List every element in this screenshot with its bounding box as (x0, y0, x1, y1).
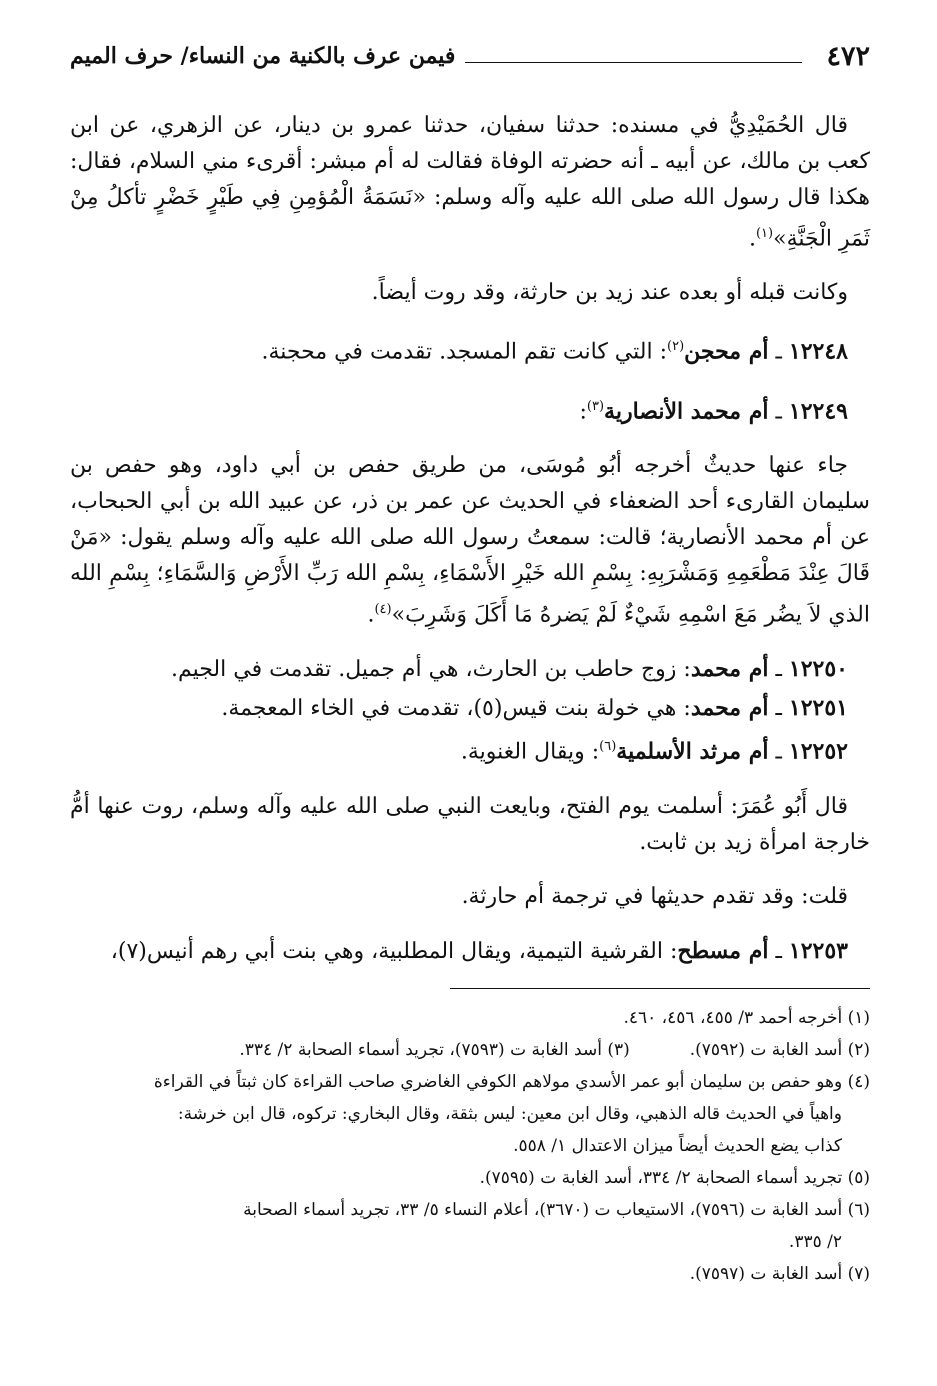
footnote-ref[interactable]: (٣) (586, 398, 605, 414)
entry-name: أم مسطح (677, 937, 769, 964)
footnote: (٤) وهو حفص بن سليمان أبو عمر الأسدي مولاهم الكوفي الغاضري صاحب القراءة كان ثبتاً في القراءة (153, 1071, 870, 1092)
footnote-continuation: واهياً في الحديث قاله الذهبي، وقال ابن معين: ليس بثقة، وقال البخاري: تركوه، قال ابن خرشة: (177, 1103, 842, 1124)
footnote: (٢) أسد الغابة ت (٧٥٩٢). (689, 1039, 870, 1060)
entry: ١٢٢٥٣ ـ أم مسطح: القرشية التيمية، ويقال المطلبية، وهي بنت أبي رهم أنيس(٧)، (110, 937, 848, 964)
paragraph: جاء عنها حديثٌ أخرجه أبُو مُوسَى، من طريق حفص بن أبي داود، وهو حفص بن سليمان القارىء أحد الضعفاء في الحديث عن عمر بن ذر، عن عبيد الله بن أبي الحبحاب، عن أم محمد الأنصارية؛ قالت: سمعتُ رسول الله صلى الله عليه وآله وسلم يقول: «مَنْ قَالَ عِنْدَ مَطْعَمِهِ وَمَشْرَبِهِ: بِسْمِ الله خَيْرِ الأَسْمَاءِ، بِسْمِ الله رَبِّ الأَرْضِ وَالسَّمَاءِ؛ بِسْمِ الله الذي لاَ يضُر مَعَ اسْمِهِ شَيْءٌ لَمْ يَضرهُ مَا أَكَلَ وَشَرِبَ»$^{(٤)}$. (70, 452, 870, 628)
footnotes (70, 1003, 870, 1289)
entry: ١٢٢٤٩ ـ أم محمد الأنصارية$^{(٣)}$: (579, 397, 848, 424)
running-title: فيمن عرف بالكنية من النساء/ حرف الميم (70, 43, 456, 69)
entry-number: ١٢٢٥١ (788, 695, 848, 722)
entry: ١٢٢٥٢ ـ أم مرثد الأسلمية$^{(٦)}$: ويقال الغنوية. (460, 738, 848, 765)
paragraph: قال الحُمَيْدِيُّ في مسنده: حدثنا سفيان، حدثنا عمرو بن دينار، عن الزهري، عن ابن كعب بن مالك، عن أبيه ـ أنه حضرته الوفاة فقالت له أم مبشر: أقرىء مني السلام، فقال: هكذا قال رسول الله صلى الله عليه وآله وسلم: «نَسَمَةُ الْمُؤمِنِ فِي طَيْرٍ خَضْرٍ تأكلُ مِنْ ثَمَرِ الْجَنَّةِ»$^{(١)}$. (70, 113, 870, 252)
footnote-ref[interactable]: (١) (755, 226, 774, 241)
entry: ١٢٢٥١ ـ أم محمد: هي خولة بنت قيس(٥)، تقدمت في الخاء المعجمة. (221, 695, 848, 722)
entry-number: ١٢٢٤٨ (788, 338, 848, 365)
entry-text: : التي كانت تقم المسجد. تقدمت في محجنة. (261, 339, 667, 365)
entry-number: ١٢٢٤٩ (788, 397, 848, 424)
entry-text: : هي خولة بنت قيس(٥)، تقدمت في الخاء المعجمة. (221, 696, 691, 722)
book-page (70, 30, 870, 1291)
entry-text: : زوج حاطب بن الحارث، هي أم جميل. تقدمت في الجيم. (170, 657, 691, 683)
running-title-wrap (70, 43, 812, 69)
entry-name: أم مرثد الأسلمية (616, 738, 769, 765)
footnote: (٥) تجريد أسماء الصحابة ٢/ ٣٣٤، أسد الغابة ت (٧٥٩٥). (479, 1167, 870, 1188)
footnote-separator (450, 988, 870, 989)
footnote-row (70, 1035, 870, 1065)
entry-number: ١٢٢٥٣ (788, 937, 848, 964)
entry-text: : (579, 398, 587, 424)
page-number: ٤٧٢ (826, 40, 870, 72)
main-text (70, 108, 870, 970)
entry-text: : القرشية التيمية، ويقال المطلبية، وهي بنت أبي رهم أنيس(٧)، (110, 938, 678, 964)
footnote-ref[interactable]: (٢) (667, 339, 685, 355)
entry-name: أم محمد (690, 695, 769, 722)
page-header (70, 30, 870, 82)
entry-number: ١٢٢٥٢ (788, 738, 848, 765)
paragraph: قال أَبُو عُمَرَ: أسلمت يوم الفتح، وبايعت النبي صلى الله عليه وآله وسلم، روت عنها أمُّ خارجة امرأة زيد بن ثابت. (70, 793, 870, 855)
paragraph: وكانت قبله أو بعده عند زيد بن حارثة، وقد روت أيضاً. (371, 280, 848, 306)
entry-name: أم محمد (690, 656, 769, 683)
header-rule (465, 62, 802, 63)
footnote-continuation: ٢/ ٣٣٥. (788, 1231, 842, 1252)
entry-text: : ويقال الغنوية. (460, 739, 600, 765)
footnote-ref[interactable]: (٤) (374, 601, 392, 617)
entry-name: أم محمد الأنصارية (604, 397, 769, 424)
entry-number: ١٢٢٥٠ (788, 656, 848, 683)
footnote-continuation: كذاب يضع الحديث أيضاً ميزان الاعتدال ١/ ٥٥٨. (513, 1135, 842, 1156)
footnote: (١) أخرجه أحمد ٣/ ٤٥٥، ٤٥٦، ٤٦٠. (623, 1007, 870, 1028)
entry: ١٢٢٤٨ ـ أم محجن$^{(٢)}$: التي كانت تقم المسجد. تقدمت في محجنة. (261, 338, 848, 365)
footnote: (٣) أسد الغابة ت (٧٥٩٣)، تجريد أسماء الصحابة ٢/ ٣٣٤. (239, 1039, 630, 1060)
footnote-ref[interactable]: (٦) (599, 739, 617, 755)
footnote: (٧) أسد الغابة ت (٧٥٩٧). (689, 1263, 870, 1284)
entry-name: أم محجن (684, 338, 769, 365)
footnote: (٦) أسد الغابة ت (٧٥٩٦)، الاستيعاب ت (٣٦٧٠)، أعلام النساء ٥/ ٣٣، تجريد أسماء الصحابة (243, 1199, 870, 1220)
entry: ١٢٢٥٠ ـ أم محمد: زوج حاطب بن الحارث، هي أم جميل. تقدمت في الجيم. (170, 656, 848, 683)
paragraph: قلت: وقد تقدم حديثها في ترجمة أم حارثة. (461, 883, 848, 909)
